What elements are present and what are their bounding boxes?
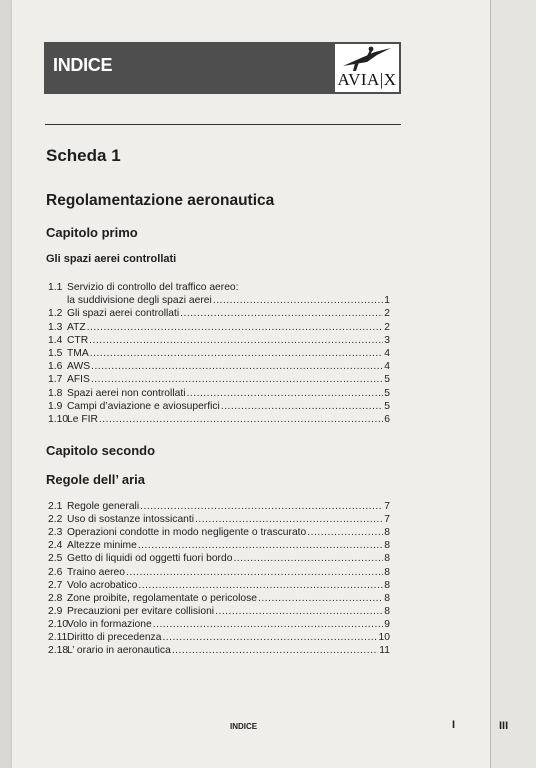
- toc-entry-title: CTR: [67, 334, 89, 346]
- toc-dot-leader: [195, 513, 383, 527]
- toc-entry-title: Diritto di precedenza: [67, 632, 162, 643]
- toc-entry-number: 2.18: [48, 645, 69, 657]
- toc-entry: [48, 618, 390, 632]
- toc-dot-leader: [138, 579, 383, 593]
- toc-entry-number: 1.7: [48, 374, 63, 386]
- toc-entry-title: Gli spazi aerei controllati: [67, 308, 180, 320]
- aviax-logo: [335, 44, 399, 92]
- toc-entry-number: 2.8: [48, 592, 63, 604]
- toc-entry-page: 8: [384, 553, 390, 565]
- toc-entry-number: 1.6: [48, 361, 63, 373]
- toc-entry-page: 5: [384, 400, 390, 412]
- toc-entry: [48, 592, 390, 606]
- toc-entry: [48, 373, 390, 387]
- toc-entry-page: 3: [384, 334, 390, 346]
- toc-entry-title: Traino aereo: [67, 566, 126, 578]
- toc-entry: [48, 631, 390, 645]
- toc-entry: [48, 552, 390, 566]
- toc-dot-leader: [99, 413, 383, 427]
- toc-entry-page: 5: [384, 374, 390, 386]
- index-title: INDICE: [53, 55, 113, 75]
- toc-entry-title: la suddivisione degli spazi aerei: [67, 295, 212, 307]
- toc-entry-page: 8: [384, 605, 390, 617]
- chapter1-title: Capitolo primo: [46, 225, 138, 240]
- toc-entry-page: 2: [384, 321, 390, 333]
- toc-entry: [48, 400, 390, 414]
- toc-entry: [48, 294, 390, 308]
- toc-entry: [48, 321, 390, 335]
- toc-entry-page: 6: [384, 414, 390, 425]
- toc-dot-leader: [258, 592, 383, 606]
- toc-entry-title: Getto di liquidi od oggetti fuori bordo: [67, 553, 233, 565]
- toc-dot-leader: [307, 526, 383, 540]
- toc-entry-title: Operazioni condotte in modo negligente o trascurato: [67, 527, 307, 539]
- toc-dot-leader: [140, 500, 383, 514]
- toc-entry-title: TMA: [67, 348, 89, 359]
- chapter2-subtitle: Regole dell’ aria: [46, 472, 145, 487]
- toc-entry-number: 2.7: [48, 579, 63, 591]
- toc-entry-page: 11: [379, 645, 390, 657]
- toc-entry-page: 7: [384, 514, 390, 526]
- toc-entry: [48, 334, 390, 348]
- chapter2-title: Capitolo secondo: [46, 443, 156, 458]
- toc-entry-page: 8: [384, 527, 390, 539]
- logo-text: AVIA|X: [337, 70, 397, 89]
- toc-entry-page: 10: [378, 632, 390, 643]
- toc-entry-title: Regole generali: [67, 501, 140, 512]
- toc-dot-leader: [153, 618, 384, 632]
- page-number: I: [452, 719, 456, 731]
- toc-entry-title: AFIS: [67, 374, 90, 386]
- toc-dot-leader: [138, 539, 383, 553]
- toc-entry-number: 2.11: [48, 632, 68, 643]
- footer-label: INDICE: [230, 722, 258, 731]
- toc-entry: [48, 307, 390, 321]
- toc-entry-page: 8: [384, 540, 390, 552]
- toc-entry-page: 8: [384, 592, 390, 604]
- toc-entry-title: ATZ: [67, 321, 86, 333]
- toc-entry: [48, 513, 390, 527]
- toc-entry: [48, 500, 390, 514]
- index-header-bar: [44, 42, 401, 94]
- toc-entry-page: 9: [384, 618, 390, 630]
- toc-dot-leader: [233, 552, 383, 566]
- toc-entry-number: 2.5: [48, 553, 63, 565]
- toc-entry: [48, 579, 390, 593]
- toc-entry-number: 1.10: [48, 414, 69, 425]
- toc-entry-page: 8: [384, 579, 390, 591]
- toc-dot-leader: [213, 294, 383, 308]
- toc-entry-title: AWS: [67, 361, 91, 373]
- toc-entry: [48, 281, 390, 295]
- toc-dot-leader: [162, 631, 377, 645]
- toc-entry-page: 4: [384, 348, 390, 359]
- toc-dot-leader: [90, 347, 384, 361]
- toc-entry-title: Altezze minime: [67, 540, 137, 552]
- toc-dot-leader: [187, 387, 384, 401]
- toc-entry-title: Uso di sostanze intossicanti: [67, 514, 195, 526]
- toc-dot-leader: [87, 321, 384, 335]
- toc-dot-leader: [91, 373, 383, 387]
- toc-entry-page: 8: [384, 566, 390, 578]
- toc-entry: [48, 360, 390, 374]
- toc-entry-title: Le FIR: [67, 414, 98, 425]
- toc-entry: [48, 526, 390, 540]
- toc-entry-number: 2.3: [48, 527, 63, 539]
- toc-entry: [48, 347, 390, 361]
- toc-entry-number: 2.1: [48, 501, 63, 512]
- toc-dot-leader: [221, 400, 383, 414]
- toc-dot-leader: [89, 334, 383, 348]
- toc-dot-leader: [215, 605, 383, 619]
- toc-dot-leader: [180, 307, 383, 321]
- toc-entry-page: 2: [384, 308, 390, 320]
- toc-entry: [48, 413, 390, 427]
- toc-dot-leader: [172, 644, 378, 658]
- toc-entry-title: Precauzioni per evitare collisioni: [67, 605, 215, 617]
- toc-entry: [48, 387, 390, 401]
- toc-entry-number: 1.4: [48, 334, 63, 346]
- toc-entry-title: Zone proibite, regolamentate o pericolose: [67, 592, 258, 604]
- toc-entry: [48, 539, 390, 553]
- book-page: [12, 0, 490, 768]
- toc-entry-title: Volo acrobatico: [67, 579, 138, 591]
- toc-entry-number: 1.8: [48, 387, 63, 399]
- toc-entry-title: Volo in formazione: [67, 618, 152, 630]
- toc-entry-number: 2.10: [48, 618, 69, 630]
- toc-entry: [48, 644, 390, 658]
- toc-entry-title: L’ orario in aeronautica: [67, 645, 171, 657]
- chapter1-subtitle: Gli spazi aerei controllati: [46, 253, 177, 265]
- toc-entry-page: 4: [384, 361, 390, 373]
- toc-entry-page: 7: [384, 501, 390, 512]
- toc-entry-number: 1.5: [48, 348, 63, 359]
- toc-entry-title: Campi d’aviazione e aviosuperfici: [67, 400, 220, 412]
- toc-entry-title: Spazi aerei non controllati: [67, 387, 186, 399]
- adjacent-page-edge: [490, 0, 536, 768]
- toc-entry-number: 1.3: [48, 321, 63, 333]
- pilot-silhouette-icon: [341, 46, 393, 72]
- adjacent-page-number: III: [499, 720, 509, 732]
- toc-entry: [48, 605, 390, 619]
- toc-entry-number: 1.1: [48, 282, 63, 293]
- scheda-title: Scheda 1: [46, 146, 121, 165]
- toc-entry-number: 2.4: [48, 540, 63, 552]
- toc-entry-page: 1: [384, 295, 390, 307]
- toc-entry-number: 2.6: [48, 566, 63, 578]
- toc-entry-number: [48, 294, 67, 308]
- toc-dot-leader: [91, 360, 383, 374]
- section-title: Regolamentazione aeronautica: [46, 192, 275, 209]
- toc-entry-number: 1.2: [48, 308, 63, 320]
- toc-entry-number: 2.9: [48, 605, 63, 617]
- toc-entry-number: 1.9: [48, 400, 63, 412]
- toc-dot-leader: [126, 566, 383, 580]
- toc-entry-number: 2.2: [48, 514, 63, 526]
- toc-entry-title: Servizio di controllo del traffico aereo:: [67, 282, 239, 293]
- divider: [45, 124, 401, 125]
- toc-entry: [48, 566, 390, 580]
- toc-entry-page: 5: [384, 387, 390, 399]
